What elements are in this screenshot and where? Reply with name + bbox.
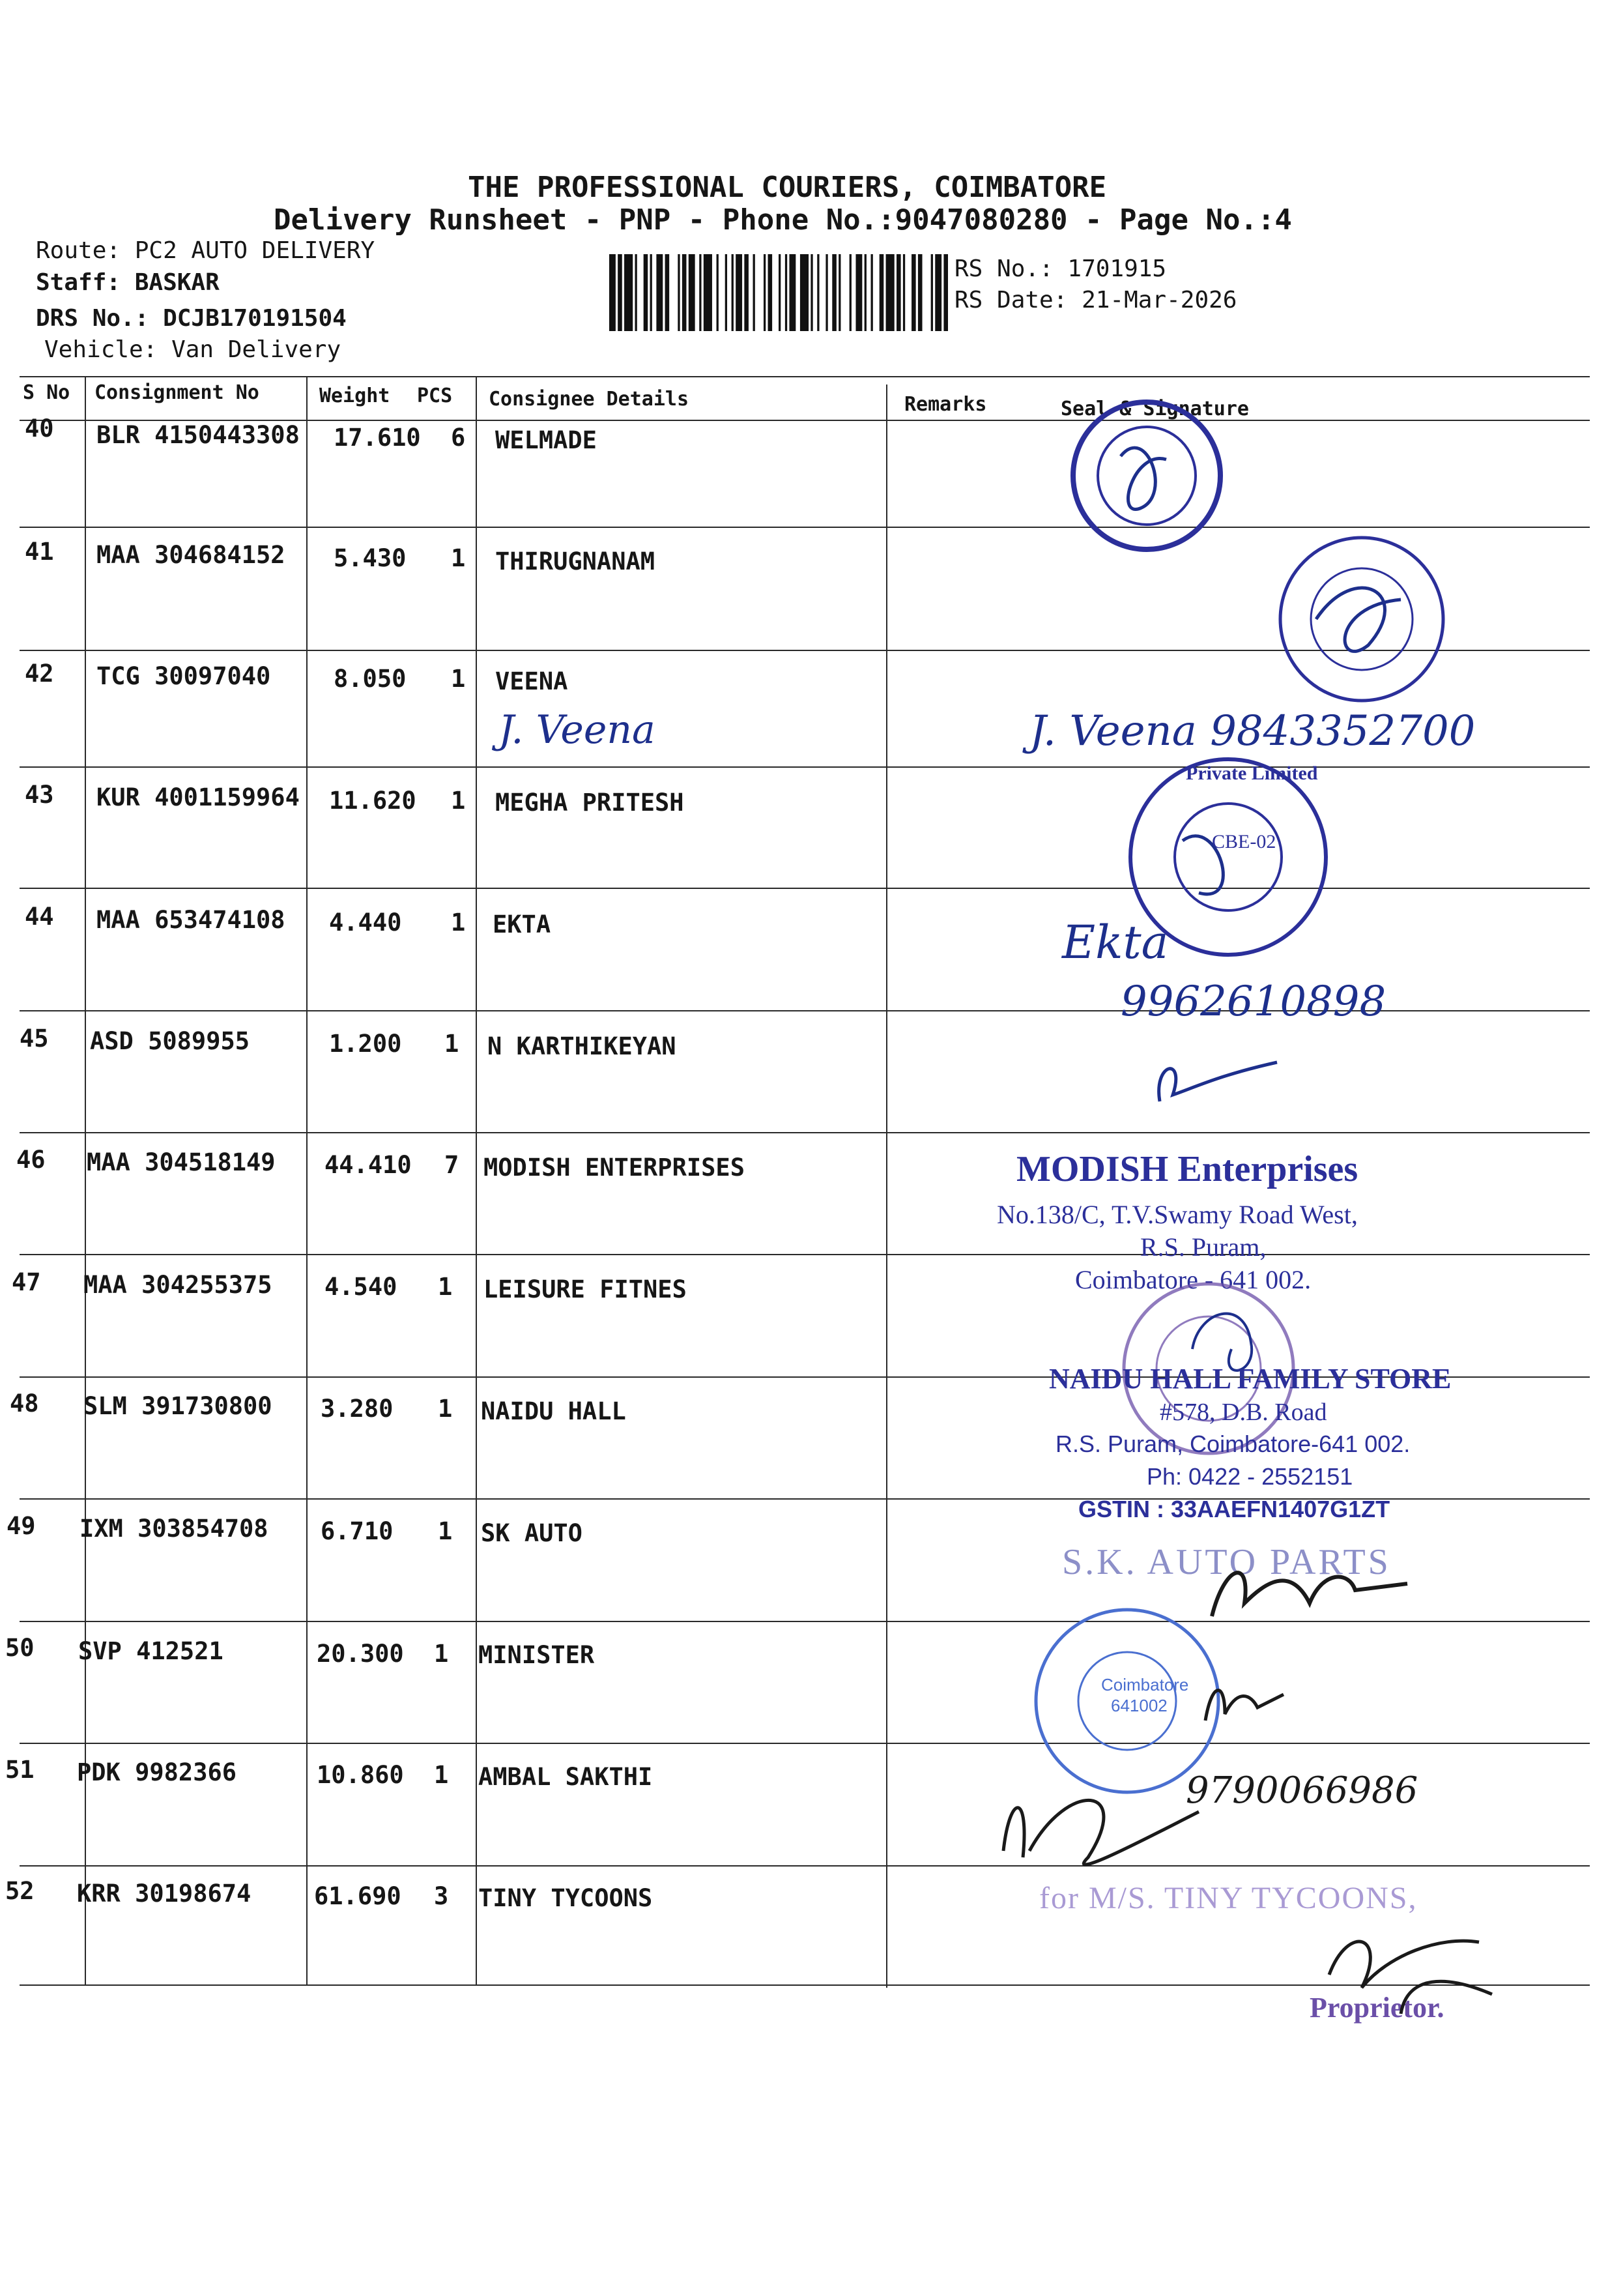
row-consignee: TINY TYCOONS — [478, 1884, 653, 1912]
tiny-tycoons-signature — [1310, 1916, 1505, 2020]
barcode — [609, 254, 948, 331]
naidu-stamp-name: NAIDU HALL FAMILY STORE — [1049, 1363, 1452, 1395]
row-weight: 4.540 — [324, 1273, 397, 1301]
col-header-weight: Weight — [319, 385, 390, 407]
col-header-pcs: PCS — [417, 385, 453, 407]
row-sno: 51 — [5, 1756, 35, 1784]
drs-number: DRS No.: DCJB170191504 — [36, 305, 347, 332]
row-consignee: SK AUTO — [481, 1519, 582, 1547]
row-sno: 41 — [25, 538, 54, 566]
naidu-stamp-address: #578, D.B. Road — [1160, 1399, 1327, 1426]
row-consignee: EKTA — [493, 910, 551, 938]
row-consignee: MEGHA PRITESH — [495, 789, 684, 817]
veena-signature-phone: J. Veena 9843352700 — [1029, 707, 1476, 755]
row-consignee: MINISTER — [478, 1641, 595, 1669]
row-consignment: MAA 304255375 — [83, 1271, 272, 1299]
row-weight: 3.280 — [321, 1395, 394, 1423]
modish-stamp-name: MODISH Enterprises — [1016, 1149, 1358, 1189]
row-pcs: 1 — [444, 1030, 459, 1058]
vehicle-label: Vehicle: Van Delivery — [44, 336, 341, 363]
juicy-seal-text: Private Limited — [1186, 763, 1318, 784]
ekta-phone: 9962610898 — [1121, 978, 1386, 1026]
col-header-sno: S No — [23, 381, 70, 404]
row-weight: 10.860 — [317, 1761, 404, 1789]
row-weight: 20.300 — [317, 1640, 404, 1668]
minister-seal-city: Coimbatore — [1101, 1675, 1189, 1694]
modish-stamp-area: R.S. Puram, — [1140, 1232, 1267, 1262]
rs-date: RS Date: 21-Mar-2026 — [955, 287, 1237, 313]
row-weight: 8.050 — [334, 665, 407, 693]
row-consignee: NAIDU HALL — [481, 1397, 626, 1425]
row-consignment: ASD 5089955 — [90, 1027, 250, 1055]
row-pcs: 1 — [451, 544, 466, 572]
row-weight: 61.690 — [314, 1882, 401, 1910]
row-consignment: MAA 304518149 — [87, 1148, 276, 1176]
col-header-consignee: Consignee Details — [489, 388, 689, 411]
minister-seal-pin: 641002 — [1111, 1696, 1168, 1715]
services-seal-stamp — [1257, 521, 1466, 717]
row-consignment: IXM 303854708 — [79, 1515, 268, 1543]
ekta-signature: Ekta — [1062, 916, 1169, 969]
row-weight: 11.620 — [329, 787, 416, 815]
row-weight: 4.440 — [329, 908, 402, 937]
ambal-sakthi-phone: 9790066986 — [1186, 1769, 1418, 1812]
naidu-stamp-phone: Ph: 0422 - 2552151 — [1147, 1463, 1353, 1490]
row-consignee: LEISURE FITNES — [483, 1275, 687, 1303]
company-name: THE PROFESSIONAL COURIERS, COIMBATORE — [468, 171, 1107, 204]
row-sno: 46 — [16, 1146, 46, 1174]
row-pcs: 1 — [451, 665, 466, 693]
row-sno: 45 — [20, 1024, 49, 1053]
tiny-tycoons-proprietor: Proprietor. — [1310, 1992, 1444, 2024]
row-pcs: 1 — [434, 1640, 449, 1668]
staff-label: Staff: BASKAR — [36, 269, 220, 296]
row-consignee: WELMADE — [495, 426, 597, 454]
row-consignment: TCG 30097040 — [96, 662, 271, 690]
row-sno: 50 — [5, 1634, 35, 1662]
row-pcs: 1 — [438, 1273, 453, 1301]
row-consignee: VEENA — [495, 667, 568, 695]
row-consignment: KRR 30198674 — [77, 1880, 251, 1908]
row-weight: 17.610 — [334, 424, 421, 452]
row-weight: 6.710 — [321, 1517, 394, 1545]
row-consignee: AMBAL SAKTHI — [478, 1763, 653, 1791]
row-weight: 1.200 — [329, 1030, 402, 1058]
modish-stamp-address: No.138/C, T.V.Swamy Road West, — [997, 1200, 1358, 1229]
route-label: Route: PC2 AUTO DELIVERY — [36, 237, 375, 264]
row-sno: 52 — [5, 1877, 35, 1905]
col-header-remarks: Remarks — [904, 393, 987, 416]
row-pcs: 7 — [444, 1151, 459, 1179]
row-pcs: 6 — [451, 424, 466, 452]
row-consignment: SVP 412521 — [78, 1637, 223, 1665]
row-sno: 44 — [25, 903, 54, 931]
row-sno: 48 — [10, 1389, 39, 1417]
row-pcs: 1 — [434, 1761, 449, 1789]
row-pcs: 3 — [434, 1882, 449, 1910]
runsheet-subtitle: Delivery Runsheet - PNP - Phone No.:9047080280 - Page No.:4 — [274, 203, 1292, 237]
col-header-consignment: Consignment No — [94, 381, 259, 404]
row-consignment: BLR 4150443308 — [96, 421, 300, 449]
row-consignment: MAA 653474108 — [96, 906, 285, 934]
row-pcs: 1 — [438, 1517, 453, 1545]
minister-signature — [1199, 1668, 1290, 1727]
karthikeyan-signature — [1147, 1049, 1290, 1121]
sk-auto-stamp: S.K. AUTO PARTS — [1062, 1542, 1391, 1582]
row-consignment: MAA 304684152 — [96, 541, 285, 569]
rs-number: RS No.: 1701915 — [955, 255, 1167, 282]
col-header-seal: Seal & Signature — [1061, 398, 1249, 420]
juicy-seal-code: CBE-02 — [1212, 831, 1276, 852]
row-sno: 42 — [25, 660, 54, 688]
row-consignee: MODISH ENTERPRISES — [483, 1154, 745, 1182]
row-pcs: 1 — [451, 908, 466, 937]
naidu-stamp-gstin: GSTIN : 33AAEFN1407G1ZT — [1078, 1496, 1390, 1522]
row-weight: 44.410 — [324, 1151, 412, 1179]
row-consignee: N KARTHIKEYAN — [487, 1032, 676, 1060]
row-consignment: KUR 4001159964 — [96, 783, 300, 811]
company-seal-stamp — [1042, 398, 1264, 560]
row-sno: 47 — [12, 1268, 41, 1296]
row-consignment: SLM 391730800 — [83, 1392, 272, 1420]
row-pcs: 1 — [438, 1395, 453, 1423]
sk-auto-signature — [1199, 1545, 1420, 1629]
row-sno: 49 — [7, 1512, 36, 1540]
row-consignment: PDK 9982366 — [77, 1758, 237, 1786]
veena-signature: J. Veena — [498, 707, 655, 753]
row-pcs: 1 — [451, 787, 466, 815]
naidu-stamp-city: R.S. Puram, Coimbatore-641 002. — [1056, 1431, 1411, 1457]
row-sno: 43 — [25, 781, 54, 809]
row-consignee: THIRUGNANAM — [495, 547, 655, 575]
modish-stamp-city: Coimbatore - 641 002. — [1075, 1265, 1312, 1294]
row-weight: 5.430 — [334, 544, 407, 572]
tiny-tycoons-stamp: for M/S. TINY TYCOONS, — [1039, 1881, 1418, 1915]
row-sno: 40 — [25, 414, 54, 443]
